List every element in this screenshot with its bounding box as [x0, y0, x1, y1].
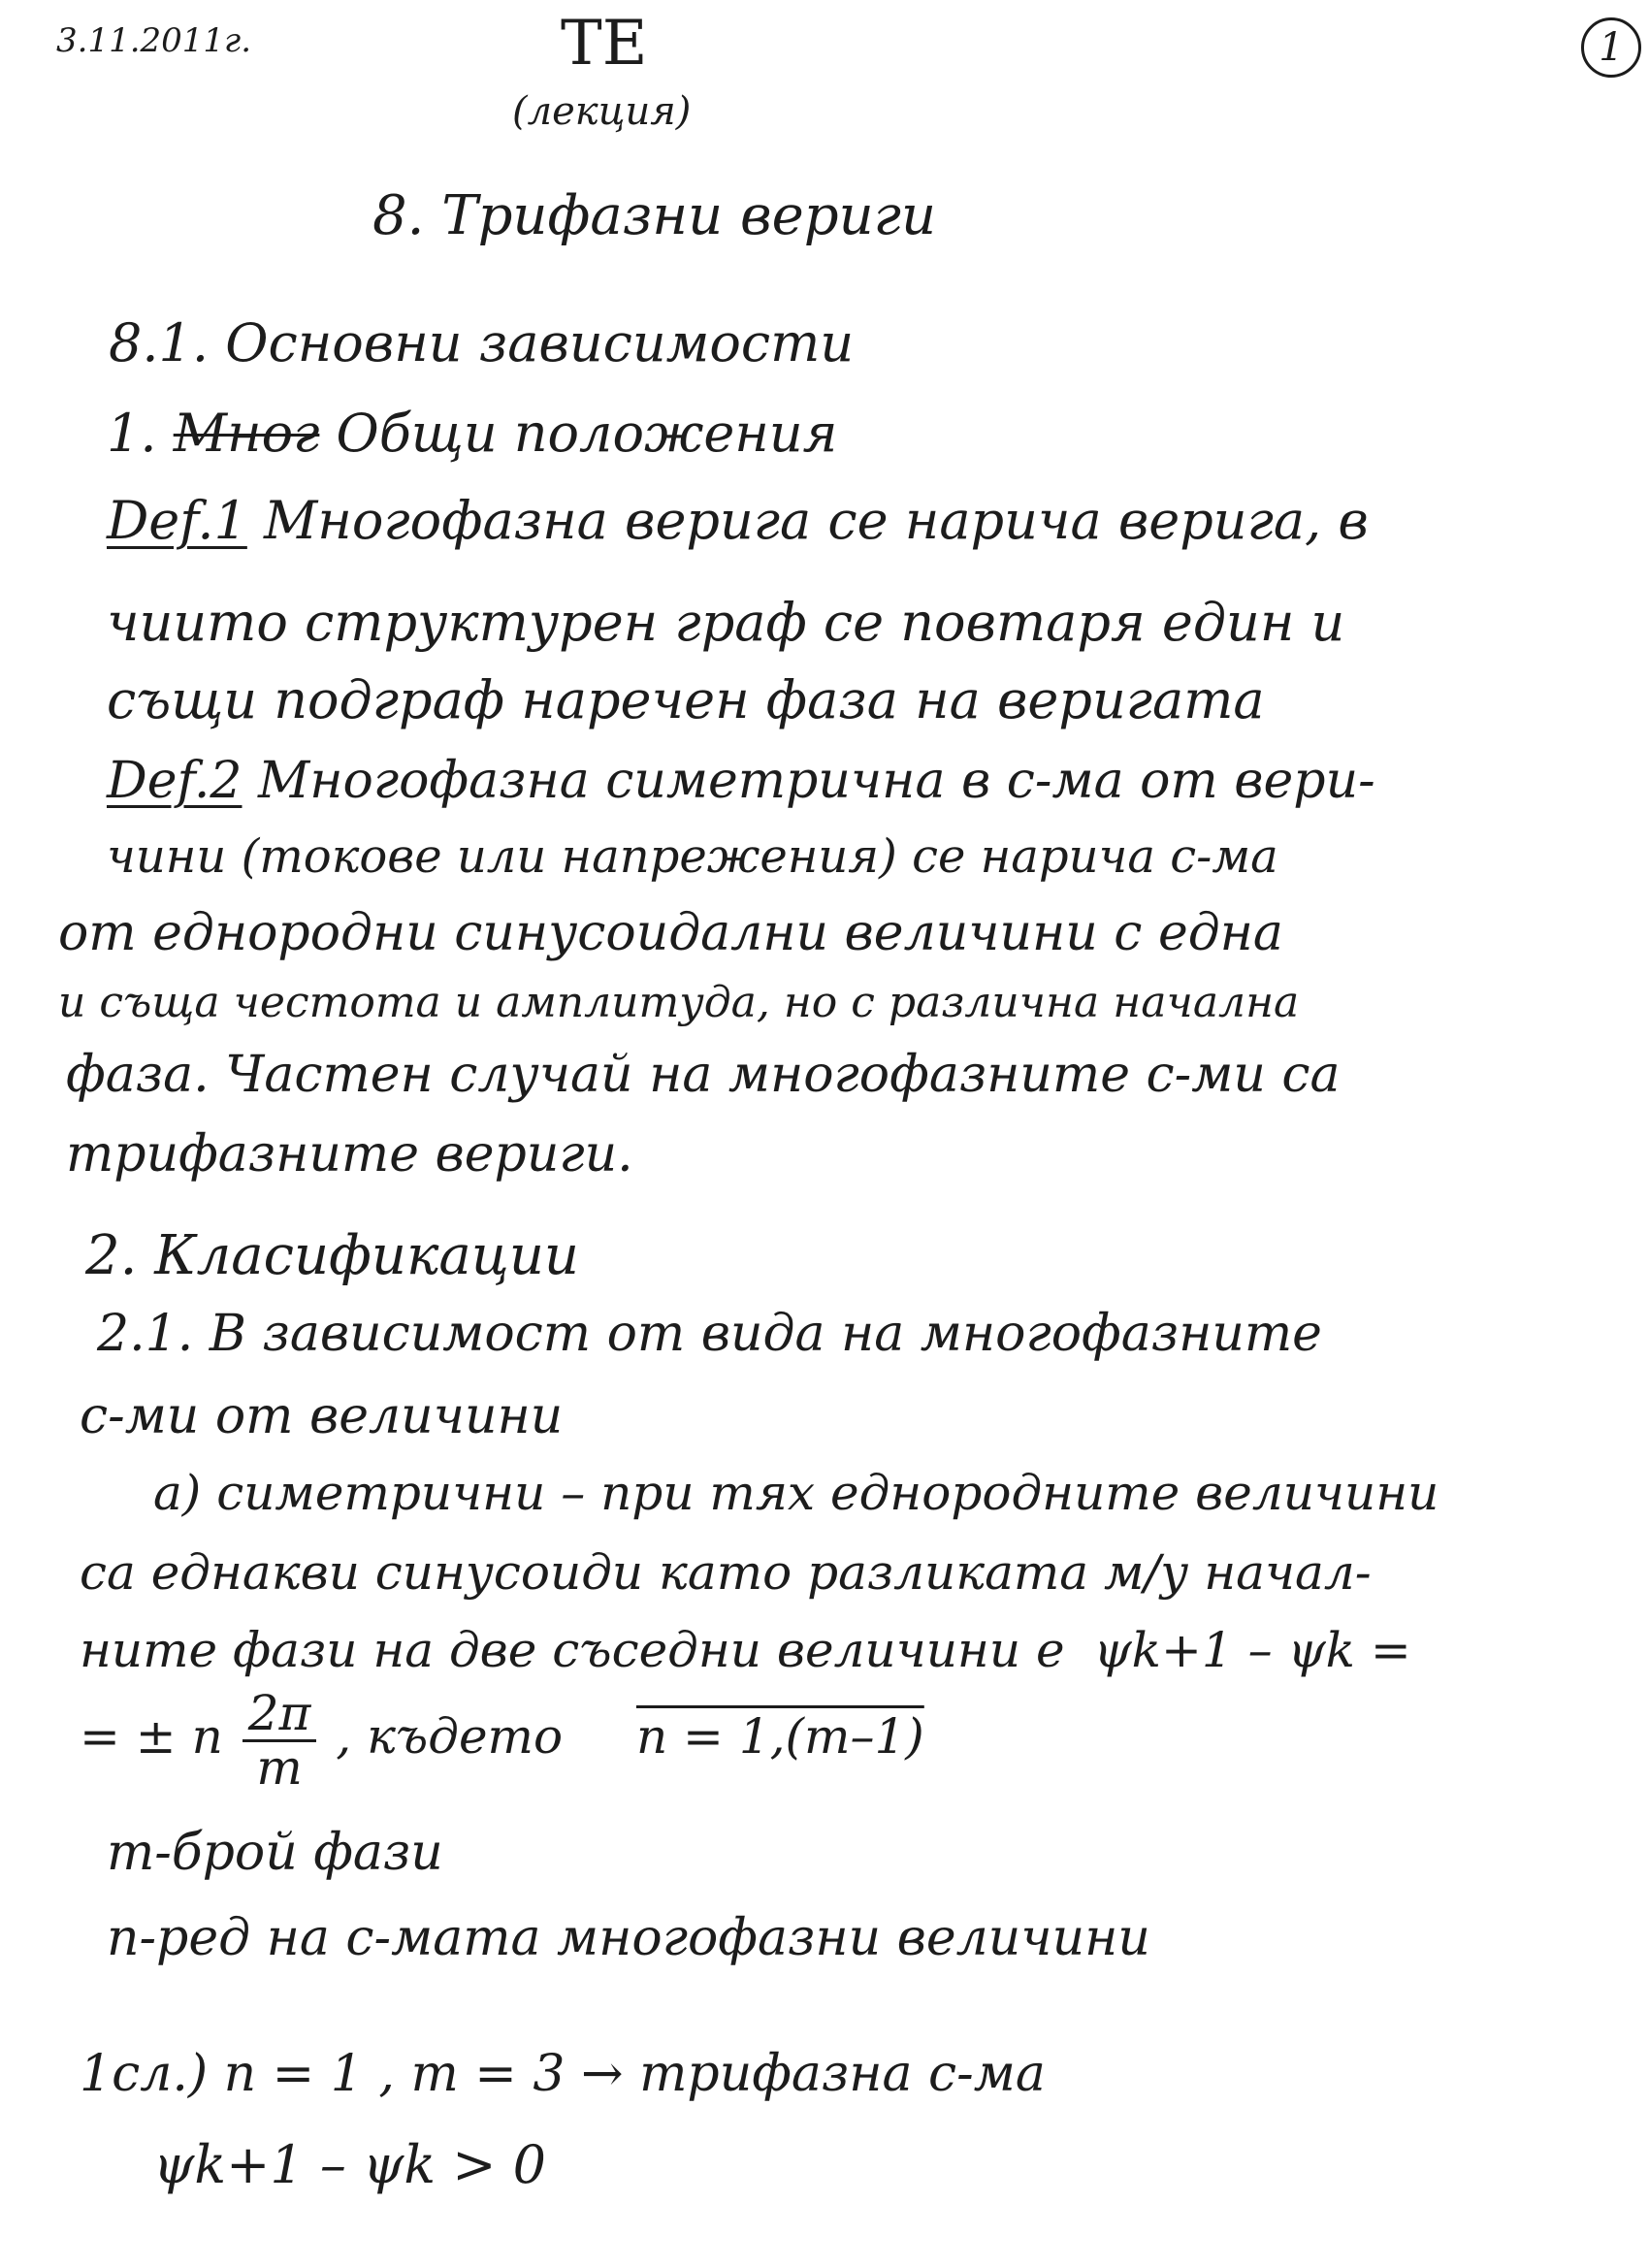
def2-line-3: от еднородни синусоидални величини с една: [58, 904, 1283, 962]
def1-line-2: чиито структурен граф се повтаря един и: [107, 592, 1345, 653]
def2-line-2: чини (токове или напрежения) се нарича с-ма: [107, 829, 1278, 884]
s21-line-2: с-ми от величини: [80, 1387, 564, 1445]
formula-suffix: , където: [336, 1708, 564, 1765]
fraction-numerator: 2π: [242, 1688, 317, 1742]
m-definition: m-брой фази: [107, 1824, 443, 1882]
def2-text-1: Многофазна симетрична в с-ма от вери-: [258, 752, 1375, 810]
formula-line: [80, 1685, 924, 1796]
a-line-3: [80, 1622, 1411, 1678]
subsection-number: 1.: [107, 403, 157, 464]
classification-title: 2. Класификации: [85, 1224, 579, 1287]
formula-prefix: = ± n: [80, 1708, 223, 1765]
subsection-title: Общи положения: [336, 403, 838, 464]
def1-text-1: Многофазна верига се нарича верига, в: [264, 490, 1369, 551]
def2-line-1: [107, 752, 1375, 810]
def1-line-3: същи подграф наречен фаза на веригата: [107, 669, 1265, 730]
date: 3.11.2011г.: [56, 21, 252, 60]
section-title: 8.1. Основни зависимости: [109, 312, 855, 373]
a-text-3: ните фази на две съседни величини е: [80, 1622, 1065, 1678]
case-1: 1сл.) n = 1 , m = 3 → трифазна с-ма: [80, 2045, 1046, 2103]
n-range: n = 1,(m–1): [635, 1708, 924, 1765]
a-line-1: а) симетрични – при тях еднородните величини: [153, 1465, 1439, 1521]
subsection-1: [107, 403, 837, 464]
def2-line-4: и съща честота и амплитуда, но с различна начална: [58, 978, 1300, 1027]
def1-line-1: [107, 490, 1369, 551]
def2-label: Def.2: [107, 752, 242, 810]
psi-expression: ψk+1 – ψk =: [1093, 1622, 1411, 1678]
s21-line-1: 2.1. В зависимост от вида на многофазните: [97, 1305, 1322, 1363]
def1-label: Def.1: [107, 490, 247, 551]
n-definition: n-ред на с-мата многофазни величини: [107, 1909, 1150, 1967]
struck-word: Мног: [173, 403, 320, 464]
page-number: 1: [1581, 17, 1641, 78]
subject: ТЕ: [561, 8, 648, 80]
fraction: [242, 1685, 317, 1796]
def2-line-6: трифазните вериги.: [66, 1125, 633, 1183]
fraction-denominator: m: [256, 1738, 303, 1796]
lecture-label: (лекция): [512, 89, 692, 134]
a-line-2: са еднакви синусоиди като разликата м/у начал-: [80, 1544, 1372, 1601]
chapter-title: 8. Трифазни вериги: [372, 184, 937, 247]
def2-line-5: фаза. Частен случай на многофазните с-ми са: [66, 1046, 1341, 1104]
case-1-condition: ψk+1 – ψk > 0: [153, 2134, 546, 2195]
